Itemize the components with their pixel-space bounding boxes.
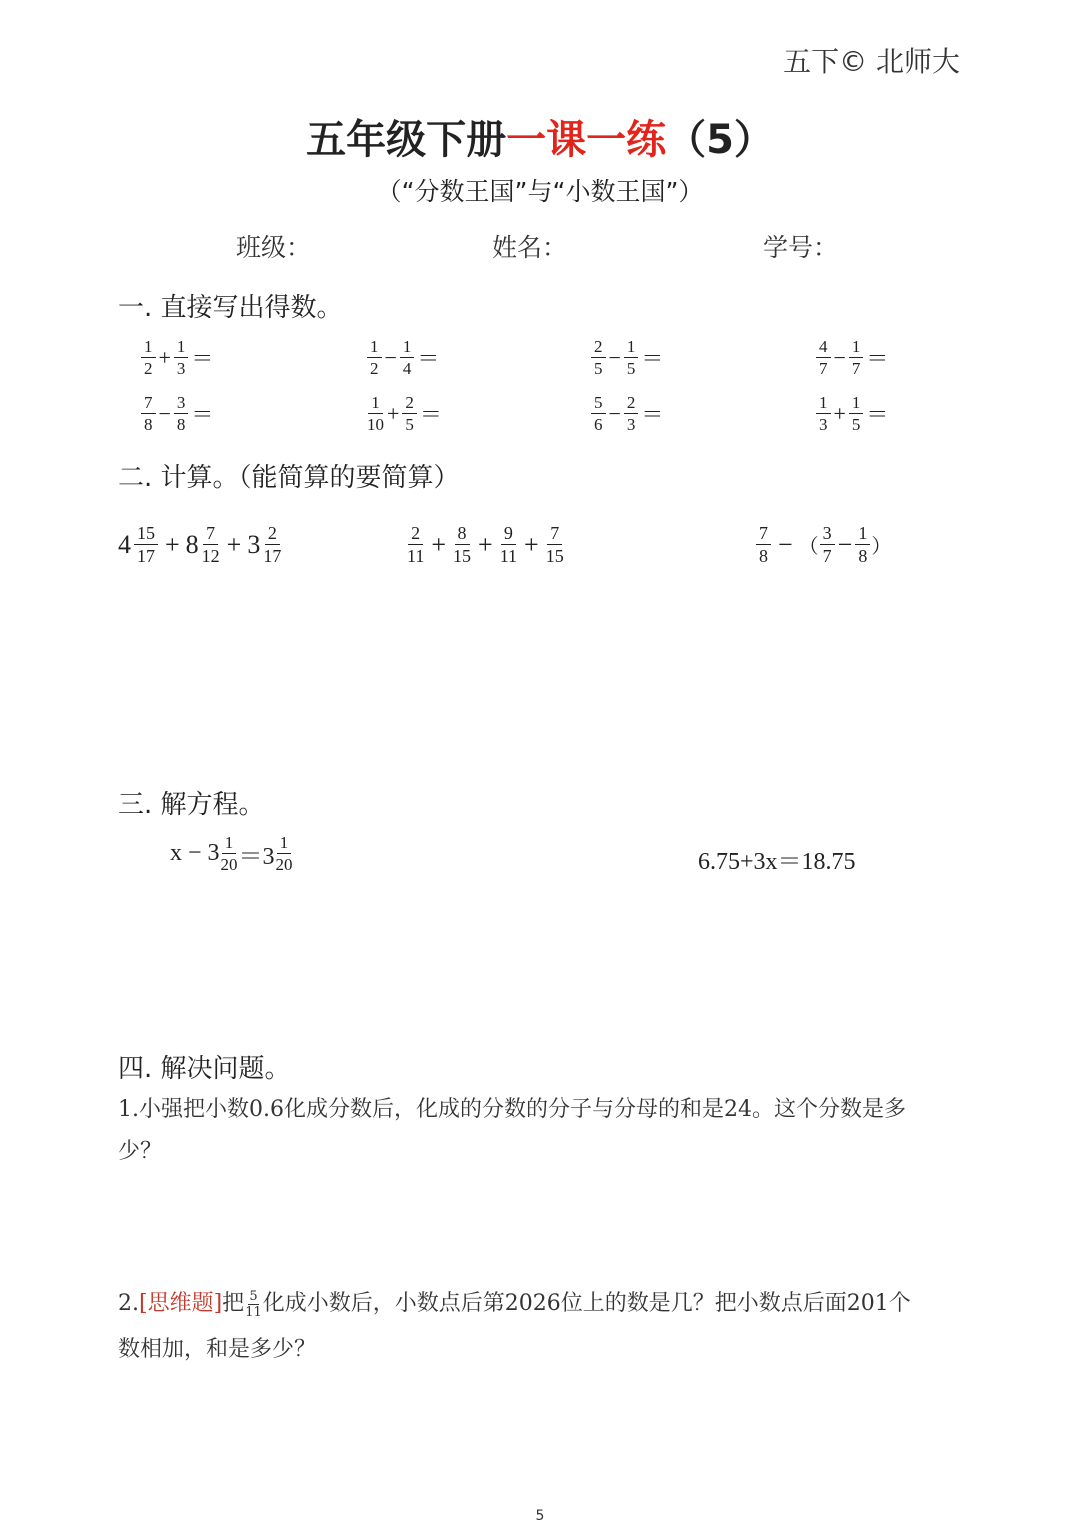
denominator: 3 (626, 415, 636, 434)
denominator: 5 (626, 359, 636, 378)
numerator: 2 (402, 394, 417, 414)
numerator: 1 (400, 338, 415, 358)
equation-left: x − 3 (170, 840, 220, 866)
fraction (407, 524, 424, 565)
numerator: 1 (174, 338, 189, 358)
numerator: 1 (277, 834, 292, 854)
equals-sign: ＝ (191, 346, 214, 371)
fraction (816, 338, 831, 377)
equals-sign: ＝ (641, 402, 664, 427)
equation-1 (170, 834, 294, 873)
name-label: 姓名： (492, 233, 568, 262)
denominator: 12 (201, 546, 220, 566)
fraction (624, 338, 639, 377)
title-highlight: 一课一练 (506, 117, 667, 163)
numerator: 2 (591, 338, 606, 358)
fraction (820, 524, 835, 565)
section2-heading: 二. 计算。（能简算的要简算） (118, 463, 460, 493)
operator: + (833, 400, 846, 426)
equation-2: 6.75+3x＝18.75 (698, 849, 856, 875)
fraction (546, 524, 564, 565)
fraction (400, 338, 415, 377)
fraction (141, 394, 156, 433)
operator: − (608, 400, 621, 426)
fraction (276, 834, 293, 873)
denominator: 8 (176, 415, 186, 434)
denominator: 20 (275, 855, 293, 874)
numerator: 1 (624, 338, 639, 358)
whole-number: 8 (185, 529, 199, 559)
denominator: 11 (245, 1304, 262, 1320)
fraction (202, 524, 220, 565)
equals-sign: ＝ (191, 402, 214, 427)
fraction (849, 338, 864, 377)
numerator: 15 (134, 524, 158, 545)
denominator: 2 (144, 359, 153, 378)
fraction (174, 338, 189, 377)
equals-sign: ＝ (866, 402, 889, 427)
problem-2-line-2: 数相加，和是多少？ (118, 1337, 317, 1362)
denominator: 4 (402, 359, 412, 378)
problem-2-number: 2. (118, 1291, 139, 1316)
numerator: 2 (265, 524, 280, 545)
equals-sign: ＝ (419, 402, 442, 427)
fraction (402, 394, 417, 433)
operator: − (778, 529, 793, 559)
title-prefix: 五年级下册 (306, 117, 507, 163)
class-label: 班级： (236, 233, 312, 262)
numerator: 3 (174, 394, 189, 414)
equation-middle: ＝3 (238, 844, 275, 870)
equals-sign: ＝ (866, 346, 889, 371)
numerator: 9 (501, 524, 516, 545)
fraction (263, 524, 281, 565)
problem-1-line-1: 1.小强把小数0.6化成分数后，化成的分数的分子与分母的和是24。这个分数是多 (118, 1097, 906, 1122)
problem-1-line-2: 少？ (118, 1139, 163, 1164)
fraction (141, 338, 156, 377)
denominator: 3 (176, 359, 186, 378)
thinking-question-tag: [思维题] (139, 1291, 223, 1316)
denominator: 20 (220, 855, 238, 874)
denominator: 17 (137, 546, 155, 566)
left-paren: （ (798, 536, 819, 558)
denominator: 7 (851, 359, 861, 378)
numerator: 7 (141, 394, 156, 414)
numerator: 1 (222, 834, 237, 854)
page-subtitle: （“分数王国”与“小数王国”） (376, 177, 704, 206)
numerator: 1 (367, 338, 382, 358)
denominator: 5 (851, 415, 861, 434)
fraction (134, 524, 158, 565)
numerator: 2 (624, 394, 639, 414)
calc-expression-2 (406, 524, 565, 565)
fraction (756, 524, 771, 565)
numerator: 1 (816, 394, 831, 414)
fraction (816, 394, 831, 433)
denominator: 11 (407, 546, 425, 566)
calc-expression-1 (118, 524, 282, 565)
whole-number: 3 (247, 529, 261, 559)
numerator: 5 (591, 394, 606, 414)
oral-calc-item (815, 394, 890, 433)
numerator: 4 (816, 338, 831, 358)
denominator: 6 (594, 415, 603, 434)
numerator: 8 (455, 524, 470, 545)
fraction (855, 524, 870, 565)
oral-calc-item (366, 338, 441, 377)
header-publisher-tag: 五下© 北师大 (783, 45, 960, 78)
numerator: 1 (368, 394, 383, 414)
numerator: 5 (249, 1288, 258, 1304)
numerator: 7 (756, 524, 771, 545)
operator: + (431, 529, 447, 559)
fraction (453, 524, 471, 565)
fraction (174, 394, 189, 433)
oral-calc-item (366, 394, 444, 433)
fraction (367, 394, 384, 433)
operator: + (158, 344, 171, 370)
denominator: 17 (263, 546, 282, 566)
fraction (221, 834, 238, 873)
numerator: 7 (203, 524, 218, 545)
section1-heading: 一. 直接写出得数。 (118, 293, 343, 323)
equals-sign: ＝ (641, 346, 664, 371)
numerator: 7 (547, 524, 562, 545)
section4-heading: 四. 解决问题。 (118, 1054, 291, 1084)
whole-number: 4 (118, 529, 131, 559)
oral-calc-item (140, 338, 215, 377)
fraction (367, 338, 382, 377)
denominator: 8 (858, 546, 868, 566)
operator: + (478, 529, 493, 559)
denominator: 5 (405, 415, 414, 434)
oral-calc-item (140, 394, 215, 433)
inline-fraction (245, 1290, 262, 1319)
fraction (500, 524, 517, 565)
oral-calc-item (815, 338, 890, 377)
word-problem-2 (118, 1286, 978, 1368)
numerator: 1 (855, 524, 870, 545)
operator: − (384, 344, 397, 370)
numerator: 1 (141, 338, 156, 358)
operator: + (226, 529, 242, 559)
operator: + (165, 529, 180, 559)
oral-calc-item (590, 338, 665, 377)
operator: + (387, 400, 400, 426)
denominator: 8 (144, 415, 153, 434)
fraction (591, 338, 606, 377)
denominator: 2 (370, 359, 379, 378)
operator: + (524, 529, 539, 559)
right-paren: ） (871, 536, 892, 558)
problem-2-prefix: 把 (222, 1291, 245, 1316)
denominator: 3 (819, 415, 828, 434)
denominator: 15 (545, 546, 564, 566)
section3-heading: 三. 解方程。 (118, 790, 265, 820)
title-suffix: （5） (666, 117, 774, 163)
fraction (624, 394, 639, 433)
problem-2-text: 化成小数后，小数点后第2026位上的数是几？把小数点后面201个 (262, 1291, 911, 1316)
page-number: 5 (535, 1508, 545, 1524)
denominator: 8 (759, 546, 768, 566)
operator: − (608, 344, 621, 370)
word-problem-1 (118, 1092, 978, 1170)
oral-calc-item (590, 394, 665, 433)
numerator: 1 (849, 394, 864, 414)
operator: − (837, 529, 853, 559)
denominator: 10 (367, 415, 384, 434)
page-title (0, 108, 1080, 165)
fraction (591, 394, 606, 433)
operator: − (833, 344, 846, 370)
numerator: 2 (408, 524, 423, 545)
fraction (849, 394, 864, 433)
id-label: 学号： (763, 233, 839, 262)
numerator: 3 (820, 524, 835, 545)
denominator: 7 (819, 359, 828, 378)
equals-sign: ＝ (417, 346, 440, 371)
denominator: 5 (594, 359, 603, 378)
calc-expression-3 (755, 524, 891, 565)
operator: − (158, 400, 171, 426)
denominator: 15 (453, 546, 472, 566)
numerator: 1 (849, 338, 864, 358)
problem-2-line-1 (118, 1286, 978, 1322)
denominator: 11 (499, 546, 518, 566)
denominator: 7 (822, 546, 832, 566)
